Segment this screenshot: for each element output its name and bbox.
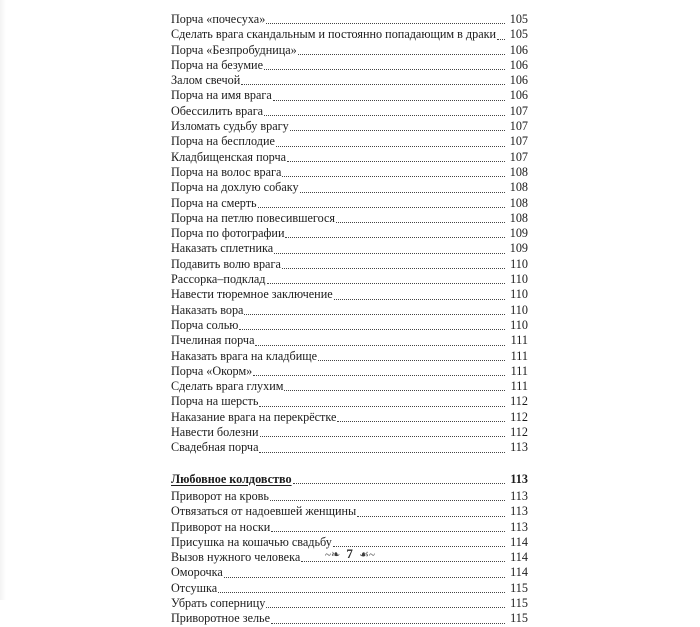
- footer-ornament-right: ☙~: [359, 549, 375, 561]
- toc-entry: [171, 425, 528, 440]
- toc-entry: [171, 364, 528, 379]
- toc-entry-page: 110: [510, 256, 528, 271]
- toc-entry-page: 107: [509, 103, 528, 118]
- leader-dots: [244, 314, 505, 315]
- toc-entry-title: Сделать врага скандальным и постоянно попадающим в драки: [171, 27, 497, 42]
- leader-dots: [274, 253, 505, 254]
- toc-entry-title: Приворотное зелье: [171, 611, 271, 626]
- toc-entry-page: 108: [509, 180, 528, 195]
- leader-dots: [337, 421, 505, 422]
- leader-dots: [287, 161, 505, 162]
- toc-entry: [171, 180, 528, 195]
- toc-entry-title: Порча на смерть: [171, 195, 257, 210]
- toc-entry: [171, 211, 528, 226]
- toc-entry-title: Приворот на носки: [171, 519, 271, 534]
- toc-entry: [171, 73, 528, 88]
- toc-entry-page: 110: [510, 317, 528, 332]
- toc-entry: [171, 410, 528, 425]
- leader-dots: [298, 54, 505, 55]
- toc-entry-title: Порча на дохлую собаку: [171, 180, 299, 195]
- toc-entry-title: Навести тюремное заключение: [171, 287, 333, 302]
- leader-dots: [266, 607, 505, 608]
- toc-entry-page: 105: [509, 27, 528, 42]
- toc-entry-page: 106: [509, 73, 528, 88]
- toc-entry-title: Наказать врага на кладбище: [171, 348, 318, 363]
- leader-dots: [282, 176, 505, 177]
- leader-dots: [266, 23, 505, 24]
- toc-entry-page: 114: [510, 550, 528, 565]
- toc-entry-page: 105: [509, 12, 528, 26]
- toc-entry-title: Залом свечой: [171, 73, 241, 88]
- leader-dots: [290, 130, 505, 131]
- leader-dots: [336, 222, 505, 223]
- toc-entry: [171, 104, 528, 119]
- toc-entry-page: 113: [510, 440, 528, 455]
- table-of-contents: [171, 12, 528, 627]
- toc-entry: [171, 596, 528, 611]
- toc-entry-page: 115: [510, 611, 528, 626]
- toc-entry-title: Порча «Окорм»: [171, 363, 253, 378]
- toc-entry-title: Рассорка–подклад: [171, 272, 266, 287]
- toc-entry-page: 111: [510, 379, 528, 394]
- toc-entry: [171, 489, 528, 504]
- toc-entry-page: 107: [509, 134, 528, 149]
- leader-dots: [255, 345, 505, 346]
- leader-dots: [264, 69, 505, 70]
- toc-entry: [171, 303, 528, 318]
- toc-entry: [171, 27, 528, 42]
- toc-entry-title: Порча на безумие: [171, 57, 263, 72]
- toc-entry-page: 107: [509, 119, 528, 134]
- toc-entry: [171, 165, 528, 180]
- leader-dots: [270, 500, 505, 501]
- toc-entry: [171, 504, 528, 519]
- toc-entry-page: 107: [509, 149, 528, 164]
- toc-entry-title: Наказать сплетника: [171, 241, 274, 256]
- toc-entry: [171, 520, 528, 535]
- toc-entry: [171, 611, 528, 626]
- toc-entry-page: 108: [509, 164, 528, 179]
- toc-list-top: [171, 12, 528, 456]
- toc-entry-page: 109: [509, 241, 528, 256]
- toc-entry-title: Изломать судьбу врагу: [171, 119, 289, 134]
- leader-dots: [260, 436, 505, 437]
- toc-entry: [171, 119, 528, 134]
- toc-entry-page: 112: [510, 394, 528, 409]
- toc-section-heading: [171, 472, 528, 487]
- toc-entry: [171, 134, 528, 149]
- toc-entry-title: Порча по фотографии: [171, 226, 285, 241]
- toc-entry: [171, 440, 528, 455]
- page-number: 7: [346, 546, 353, 561]
- leader-dots: [334, 299, 505, 300]
- toc-entry-page: 114: [510, 534, 528, 549]
- toc-entry-page: 115: [510, 580, 528, 595]
- toc-entry: [171, 287, 528, 302]
- toc-entry: [171, 43, 528, 58]
- toc-entry-page: 114: [510, 565, 528, 580]
- toc-entry-page: 106: [509, 88, 528, 103]
- toc-entry-page: 110: [510, 272, 528, 287]
- toc-entry: [171, 394, 528, 409]
- leader-dots: [271, 623, 505, 624]
- toc-entry-page: 110: [510, 302, 528, 317]
- leader-dots: [264, 115, 505, 116]
- toc-entry-title: Кладбищенская порча: [171, 149, 287, 164]
- toc-entry-title: Порча «Безпробудница»: [171, 42, 297, 57]
- toc-entry-title: Порча на петлю повесившегося: [171, 210, 336, 225]
- toc-entry-page: 112: [510, 409, 528, 424]
- leader-dots: [218, 592, 505, 593]
- leader-dots: [300, 192, 505, 193]
- leader-dots: [241, 84, 505, 85]
- section-spacer: [171, 456, 528, 472]
- toc-entry: [171, 333, 528, 348]
- toc-entry-title: Приворот на кровь: [171, 488, 269, 503]
- leader-dots: [273, 100, 505, 101]
- toc-entry: [171, 150, 528, 165]
- leader-dots: [497, 39, 505, 40]
- toc-entry-title: Порча солью: [171, 317, 239, 332]
- leader-dots: [293, 483, 505, 484]
- toc-entry-title: Порча на имя врага: [171, 88, 272, 103]
- footer-ornament-left: ~❧: [325, 549, 341, 561]
- toc-entry-title: Навести болезни: [171, 425, 259, 440]
- toc-entry-page: 113: [510, 519, 528, 534]
- toc-entry-page: 111: [510, 348, 528, 363]
- toc-entry-title: Порча на бесплодие: [171, 134, 275, 149]
- leader-dots: [357, 516, 505, 517]
- toc-entry-title: Отсушка: [171, 580, 218, 595]
- leader-dots: [224, 577, 505, 578]
- toc-entry-title: Порча на шерсть: [171, 394, 259, 409]
- leader-dots: [284, 390, 505, 391]
- toc-entry: [171, 565, 528, 580]
- toc-entry: [171, 318, 528, 333]
- leader-dots: [276, 146, 505, 147]
- toc-entry-page: 115: [510, 595, 528, 610]
- toc-entry-page: 111: [510, 333, 528, 348]
- toc-entry-page: 108: [509, 195, 528, 210]
- leader-dots: [282, 268, 505, 269]
- toc-entry: [171, 581, 528, 596]
- toc-entry-title: Вызов нужного человека: [171, 550, 301, 565]
- toc-entry: [171, 272, 528, 287]
- toc-entry-title: Пчелиная порча: [171, 333, 255, 348]
- leader-dots: [239, 329, 505, 330]
- toc-entry: [171, 241, 528, 256]
- toc-entry-page: 106: [509, 57, 528, 72]
- leader-dots: [259, 406, 505, 407]
- toc-entry-title: Убрать соперницу: [171, 595, 266, 610]
- toc-entry-page: 111: [510, 363, 528, 378]
- toc-entry: [171, 88, 528, 103]
- toc-entry: [171, 196, 528, 211]
- toc-entry-title: Присушка на кошачью свадьбу: [171, 534, 332, 549]
- toc-entry: [171, 379, 528, 394]
- page-footer: [0, 546, 700, 562]
- toc-entry: [171, 257, 528, 272]
- toc-entry-title: Сделать врага глухим: [171, 379, 284, 394]
- leader-dots: [253, 375, 505, 376]
- toc-entry-title: Наказать вора: [171, 302, 244, 317]
- toc-entry-page: 110: [510, 287, 528, 302]
- toc-entry: [171, 349, 528, 364]
- page-edge-shadow: [0, 0, 6, 600]
- leader-dots: [267, 283, 505, 284]
- leader-dots: [318, 360, 505, 361]
- toc-entry-title: Свадебная порча: [171, 440, 259, 455]
- toc-entry-title: Порча на волос врага: [171, 164, 282, 179]
- toc-entry-title: Наказание врага на перекрёстке: [171, 409, 337, 424]
- leader-dots: [285, 237, 505, 238]
- toc-entry-page: 109: [509, 226, 528, 241]
- toc-entry-page: 108: [509, 210, 528, 225]
- toc-entry-title: Подавить волю врага: [171, 256, 281, 271]
- toc-entry-title: Отвязаться от надоевшей женщины: [171, 504, 357, 519]
- toc-entry-page: 113: [510, 504, 528, 519]
- toc-entry: [171, 58, 528, 73]
- section-title: Любовное колдовство: [171, 471, 292, 486]
- leader-dots: [271, 531, 505, 532]
- toc-entry-title: Обессилить врага: [171, 103, 264, 118]
- toc-entry-page: 106: [509, 42, 528, 57]
- section-page-number: 113: [510, 471, 528, 486]
- toc-entry-title: Порча «почесуха»: [171, 12, 266, 26]
- toc-entry-page: 112: [510, 425, 528, 440]
- toc-entry-title: Оморочка: [171, 565, 223, 580]
- leader-dots: [258, 207, 505, 208]
- toc-entry-page: 113: [510, 488, 528, 503]
- toc-entry: [171, 12, 528, 27]
- toc-entry: [171, 226, 528, 241]
- leader-dots: [259, 452, 505, 453]
